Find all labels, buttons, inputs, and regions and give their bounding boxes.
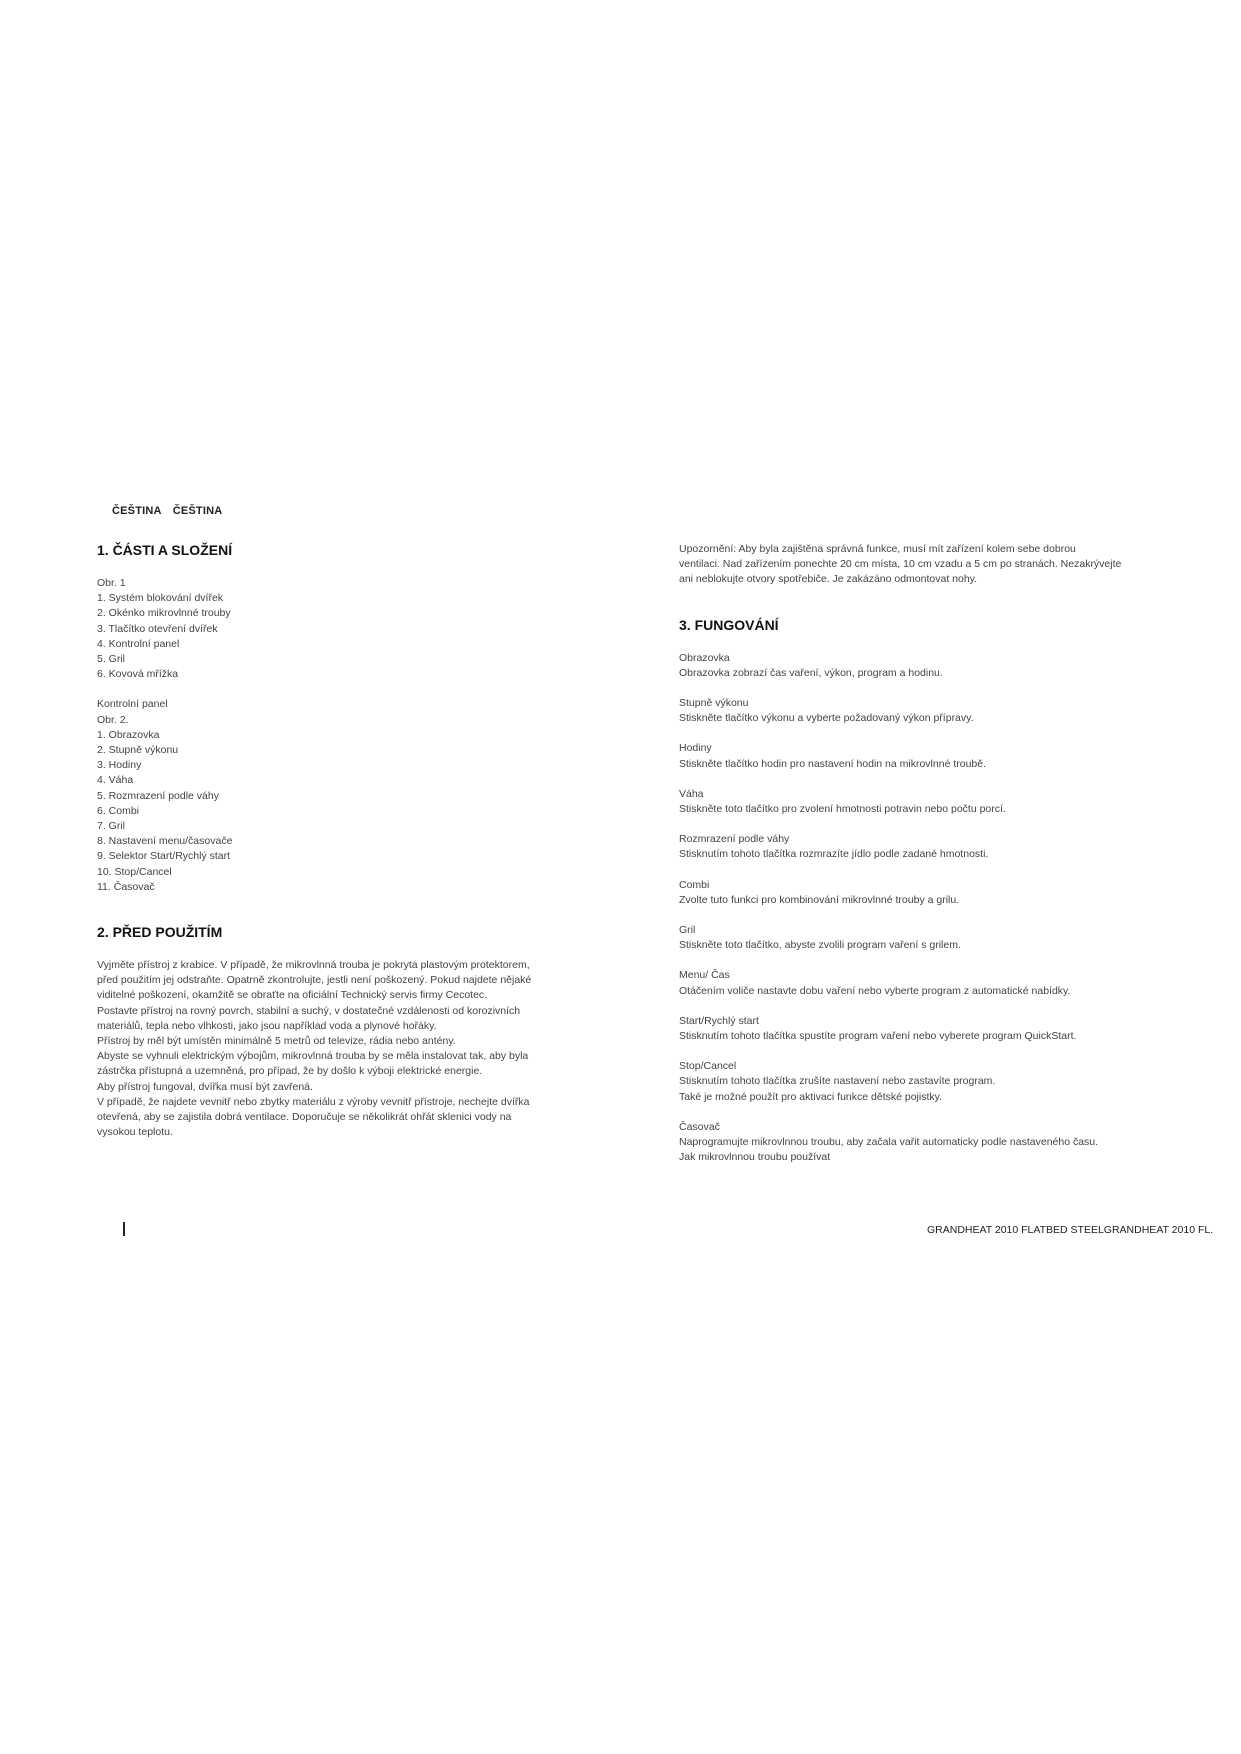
function-heading: Rozmrazení podle váhy bbox=[679, 833, 790, 846]
text-line: ventilaci. Nad zařízením ponechte 20 cm místa, 10 cm vzadu a 5 cm po stranách. Nezakrývejte bbox=[679, 558, 1122, 571]
spacer bbox=[679, 1044, 1149, 1059]
text-line: materiálů, tepla nebo vlhkosti, jako jsou například voda a plynové hořáky. bbox=[97, 1019, 437, 1032]
list-item: 3. Hodiny bbox=[97, 759, 142, 772]
function-description: Obrazovka zobrazí čas vaření, výkon, program a hodinu. bbox=[679, 666, 943, 679]
text-line: otevřená, aby se zajistila dobrá ventilace. Doporučuje se několikrát ohřát sklenici vody na bbox=[97, 1111, 512, 1124]
function-description: Stiskněte tlačítko výkonu a vyberte požadovaný výkon přípravy. bbox=[679, 712, 974, 725]
list-item: 9. Selektor Start/Rychlý start bbox=[97, 850, 231, 863]
text-line: Abyste se vyhnuli elektrickým výbojům, mikrovlnná trouba by se měla instalovat tak, aby byla bbox=[97, 1050, 529, 1063]
list-item: 10. Stop/Cancel bbox=[97, 865, 172, 878]
function-heading: Gril bbox=[679, 924, 696, 937]
function-heading: Časovač bbox=[679, 1120, 720, 1133]
text-line: ani neblokujte otvory spotřebiče. Je zakázáno odmontovat nohy. bbox=[679, 573, 978, 586]
function-heading: Obrazovka bbox=[679, 651, 730, 664]
text-line: V případě, že najdete vevnitř nebo zbytky materiálu z výroby vevnitř přístroje, nechejte dvířka bbox=[97, 1095, 530, 1108]
list-item: 5. Rozmrazení podle váhy bbox=[97, 789, 219, 802]
page-marker bbox=[123, 1222, 125, 1236]
function-description: Stiskněte toto tlačítko, abyste zvolili program vaření s grilem. bbox=[679, 939, 961, 952]
list-item: 6. Combi bbox=[97, 804, 140, 817]
section-title-operation: 3. FUNGOVÁNÍ bbox=[679, 616, 779, 633]
function-description: Zvolte tuto funkci pro kombinování mikrovlnné trouby a grilu. bbox=[679, 893, 960, 906]
function-heading: Váha bbox=[679, 787, 704, 800]
language-header bbox=[112, 505, 233, 517]
language-label: ČEŠTINA bbox=[112, 505, 162, 517]
function-item bbox=[679, 651, 1149, 696]
function-description: Otáčením voliče nastavte dobu vaření nebo vyberte program z automatické nabídky. bbox=[679, 984, 1071, 997]
list-item: 3. Tlačítko otevření dvířek bbox=[97, 622, 218, 635]
function-description: Stiskněte tlačítko hodin pro nastavení hodin na mikrovlnné troubě. bbox=[679, 757, 987, 770]
before-use-paragraph bbox=[97, 958, 577, 1140]
function-item bbox=[679, 741, 1149, 786]
spacer bbox=[679, 726, 1149, 741]
list-item: 2. Stupně výkonu bbox=[97, 744, 179, 757]
function-description: Stisknutím tohoto tlačítka zrušíte nastavení nebo zastavíte program. bbox=[679, 1075, 996, 1088]
list-item: 4. Váha bbox=[97, 774, 134, 787]
text-line: Přístroj by měl být umístěn minimálně 5 metrů od televize, rádia nebo antény. bbox=[97, 1035, 456, 1048]
function-heading: Stop/Cancel bbox=[679, 1060, 737, 1073]
operation-items bbox=[679, 651, 1149, 1166]
spacer bbox=[679, 953, 1149, 968]
text-line: Upozornění: Aby byla zajištěna správná funkce, musí mít zařízení kolem sebe dobrou bbox=[679, 543, 1076, 555]
list-item: 7. Gril bbox=[97, 820, 126, 833]
right-column bbox=[679, 542, 1149, 1165]
list-item: 4. Kontrolní panel bbox=[97, 637, 180, 650]
figure-caption: Obr. 1 bbox=[97, 577, 126, 589]
text-line: Aby přístroj fungoval, dvířka musí být zavřená. bbox=[97, 1080, 313, 1093]
function-heading: Menu/ Čas bbox=[679, 969, 730, 982]
function-heading: Hodiny bbox=[679, 742, 712, 755]
subheading: Kontrolní panel bbox=[97, 698, 168, 711]
spacer bbox=[679, 863, 1149, 878]
section-title-before-use: 2. PŘED POUŽITÍM bbox=[97, 924, 223, 941]
list-item: 1. Systém blokování dvířek bbox=[97, 592, 224, 605]
language-label: ČEŠTINA bbox=[172, 505, 223, 517]
list-item: 1. Obrazovka bbox=[97, 728, 160, 741]
function-description: Stisknutím tohoto tlačítka spustíte program vaření nebo vyberete program QuickStart. bbox=[679, 1030, 1077, 1043]
function-heading: Stupně výkonu bbox=[679, 697, 749, 710]
list-item: 5. Gril bbox=[97, 653, 126, 666]
function-item bbox=[679, 1120, 1149, 1166]
function-description: Také je možné použít pro aktivaci funkce dětské pojistky. bbox=[679, 1090, 943, 1103]
function-item bbox=[679, 968, 1149, 1013]
text-line: Postavte přístroj na rovný povrch, stabilní a suchý, v dostatečné vzdálenosti od korozivních bbox=[97, 1004, 521, 1017]
function-heading: Combi bbox=[679, 878, 710, 891]
text-line: vysokou teplotu. bbox=[97, 1126, 173, 1139]
function-item bbox=[679, 787, 1149, 832]
spacer bbox=[679, 908, 1149, 923]
function-heading: Start/Rychlý start bbox=[679, 1014, 759, 1027]
function-item bbox=[679, 878, 1149, 923]
function-description: Naprogramujte mikrovlnnou troubu, aby začala vařit automaticky podle nastaveného času. bbox=[679, 1136, 1099, 1149]
function-item bbox=[679, 1014, 1149, 1059]
spacer bbox=[679, 681, 1149, 696]
list-item: 11. Časovač bbox=[97, 880, 155, 893]
spacer bbox=[679, 772, 1149, 787]
spacer bbox=[679, 1105, 1149, 1120]
left-column bbox=[97, 541, 577, 1141]
text-line: před použitím jej odstraňte. Opatrně zkontrolujte, jestli není poškozený. Pokud najdete nějaké bbox=[97, 974, 532, 987]
list-item: 8. Nastavení menu/časovače bbox=[97, 835, 233, 848]
function-item bbox=[679, 923, 1149, 968]
function-description: Stisknutím tohoto tlačítka rozmrazíte jídlo podle zadané hmotnosti. bbox=[679, 848, 989, 861]
function-item bbox=[679, 832, 1149, 877]
footer-product-name: GRANDHEAT 2010 FLATBED STEELGRANDHEAT 2010 FL. bbox=[927, 1224, 1214, 1236]
parts-list bbox=[97, 591, 577, 682]
list-item: 6. Kovová mřížka bbox=[97, 668, 179, 681]
figure-caption: Obr. 2. bbox=[97, 713, 129, 726]
function-description: Jak mikrovlnnou troubu používat bbox=[679, 1151, 831, 1164]
function-item bbox=[679, 696, 1149, 741]
warning-paragraph bbox=[679, 542, 1149, 588]
text-line: Vyjměte přístroj z krabice. V případě, že mikrovlnná trouba je pokryta plastovým protektorem, bbox=[97, 959, 530, 972]
spacer bbox=[679, 817, 1149, 832]
list-item: 2. Okénko mikrovlnné trouby bbox=[97, 607, 231, 620]
text-line: viditelné poškození, okamžitě se obraťte na oficiální Technický servis firmy Cecotec. bbox=[97, 989, 488, 1002]
section-title-parts: 1. ČÁSTI A SLOŽENÍ bbox=[97, 542, 233, 558]
spacer bbox=[679, 999, 1149, 1014]
function-description: Stiskněte toto tlačítko pro zvolení hmotnosti potravin nebo počtu porcí. bbox=[679, 803, 1006, 816]
text-line: zástrčka přístupná a uzemněná, pro případ, že by došlo k výboji elektrické energie. bbox=[97, 1065, 483, 1078]
control-panel-list bbox=[97, 728, 577, 895]
function-item bbox=[679, 1059, 1149, 1120]
